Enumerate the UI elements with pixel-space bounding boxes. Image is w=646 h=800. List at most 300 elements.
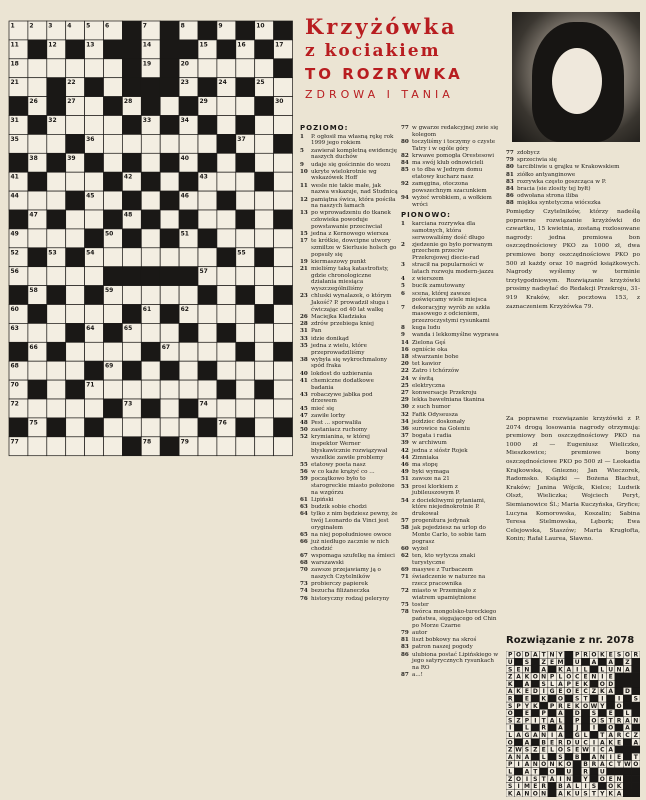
clue-item bbox=[401, 469, 501, 476]
clue-text: robaczywe jabłka pod drzewem bbox=[311, 391, 373, 405]
white-cell bbox=[28, 78, 47, 97]
clue-text: patron naszej pogody bbox=[412, 644, 473, 651]
white-cell bbox=[255, 437, 274, 456]
clue-text: P. ogłosił ma własną rękę rok 1999 jego rokiem bbox=[311, 133, 394, 147]
solution-letter: K bbox=[616, 783, 622, 791]
clue-item bbox=[300, 532, 398, 539]
clue-number: 65 bbox=[300, 531, 308, 538]
black-cell bbox=[141, 210, 160, 229]
cell-number: 33 bbox=[142, 117, 152, 124]
white-cell bbox=[198, 323, 217, 342]
clue-text: świadczenie w naturze na rzecz pracownika bbox=[412, 574, 486, 587]
white-cell bbox=[236, 323, 255, 342]
solution-letter: D bbox=[566, 739, 572, 747]
clue-item bbox=[401, 139, 501, 152]
white-cell bbox=[104, 342, 123, 361]
clue-number: 94 bbox=[401, 195, 409, 202]
clue-text: jedna z Kernowego wiersza bbox=[311, 231, 389, 238]
clue-item bbox=[401, 153, 501, 160]
clue-text: zawiłe lorby bbox=[311, 412, 346, 419]
clue-item bbox=[401, 518, 501, 525]
white-cell bbox=[66, 286, 85, 305]
solution-grid bbox=[506, 651, 640, 797]
solution-letter: P bbox=[507, 651, 513, 659]
clue-text: jedna z sióstr Rojek bbox=[412, 447, 468, 454]
solution-letter: P bbox=[524, 717, 530, 725]
black-cell bbox=[9, 153, 28, 172]
clue-item bbox=[401, 276, 501, 283]
solution-letter: Y bbox=[524, 702, 530, 710]
clue-number: 63 bbox=[300, 503, 308, 510]
solution-black-cell bbox=[632, 746, 640, 753]
solution-letter: Y bbox=[600, 702, 605, 710]
solution-letter: R bbox=[558, 739, 563, 747]
clue-item bbox=[506, 200, 640, 207]
clue-number: 41 bbox=[300, 377, 308, 384]
solution-letter: K bbox=[599, 651, 605, 659]
clue-item bbox=[300, 511, 398, 531]
solution-letter: C bbox=[583, 739, 588, 747]
solution-black-cell bbox=[623, 673, 631, 680]
white-cell bbox=[198, 59, 217, 78]
solution-letter: O bbox=[608, 724, 614, 732]
solution-black-cell bbox=[531, 680, 539, 687]
cell-number: 62 bbox=[180, 306, 189, 313]
clue-number: 19 bbox=[300, 258, 308, 265]
black-cell bbox=[217, 380, 236, 399]
white-cell bbox=[236, 229, 255, 248]
clue-number: 10 bbox=[300, 168, 308, 175]
clue-number: 83 bbox=[401, 644, 409, 651]
solution-black-cell bbox=[514, 658, 522, 665]
clue-item bbox=[401, 354, 501, 361]
solution-letter: A bbox=[633, 739, 639, 747]
black-cell bbox=[122, 437, 141, 456]
black-cell bbox=[255, 305, 274, 324]
white-cell bbox=[66, 437, 85, 456]
white-cell bbox=[66, 418, 85, 437]
clue-item bbox=[506, 164, 640, 171]
solution-black-cell bbox=[531, 724, 539, 731]
black-cell bbox=[28, 172, 47, 191]
white-cell bbox=[236, 97, 255, 116]
white-cell bbox=[104, 59, 123, 78]
white-cell bbox=[217, 361, 236, 380]
clue-number: 79 bbox=[506, 157, 514, 164]
solution-letter: A bbox=[608, 688, 614, 696]
solution-black-cell bbox=[590, 768, 598, 775]
black-cell bbox=[236, 286, 255, 305]
solution-black-cell bbox=[598, 709, 606, 716]
solution-letter: A bbox=[625, 717, 630, 725]
white-cell bbox=[236, 191, 255, 210]
clue-number: 16 bbox=[401, 346, 409, 353]
black-cell bbox=[236, 418, 255, 437]
solution-letter: I bbox=[609, 753, 612, 761]
clue-item bbox=[401, 476, 501, 483]
clue-text: Fafik Odyseusza bbox=[412, 411, 458, 418]
solution-black-cell bbox=[514, 709, 522, 716]
white-cell bbox=[141, 418, 160, 437]
clue-text: ma stopę bbox=[412, 462, 438, 469]
white-cell bbox=[274, 399, 293, 418]
solution-letter: O bbox=[507, 739, 513, 747]
solution-letter: W bbox=[515, 746, 522, 754]
solution-letter: R bbox=[583, 768, 588, 776]
clue-item bbox=[300, 231, 398, 238]
solution-black-cell bbox=[632, 782, 640, 789]
title-block bbox=[305, 14, 505, 101]
cell-number: 8 bbox=[180, 22, 185, 30]
solution-letter: E bbox=[575, 680, 580, 688]
white-cell bbox=[85, 172, 104, 191]
solution-letter: L bbox=[508, 732, 513, 739]
white-cell bbox=[47, 191, 66, 210]
solution-letter: S bbox=[508, 666, 513, 674]
solution-letter: Z bbox=[508, 775, 513, 783]
white-cell bbox=[47, 361, 66, 380]
white-cell bbox=[66, 229, 85, 248]
clue-number: 64 bbox=[300, 511, 308, 518]
clue-text: wanda i lekkomyślne wyprawa bbox=[412, 332, 499, 339]
black-cell bbox=[198, 418, 217, 437]
black-cell bbox=[141, 78, 160, 97]
solution-letter: D bbox=[608, 680, 614, 688]
clue-item bbox=[506, 150, 640, 157]
clue-number: 22 bbox=[401, 368, 409, 375]
solution-letter: T bbox=[541, 717, 546, 725]
solution-letter: I bbox=[576, 666, 579, 674]
solution-letter: I bbox=[550, 732, 554, 739]
solution-letter: K bbox=[558, 666, 563, 674]
clue-text: wspomaga szufelkę na śmieci bbox=[311, 552, 395, 559]
cell-number: 26 bbox=[29, 98, 38, 106]
solution-letter: A bbox=[625, 724, 630, 732]
clue-number: 81 bbox=[401, 637, 409, 644]
solution-black-cell bbox=[565, 695, 573, 702]
white-cell bbox=[122, 248, 141, 267]
cell-number: 75 bbox=[29, 419, 38, 427]
black-cell bbox=[104, 267, 123, 286]
white-cell bbox=[255, 418, 274, 437]
black-cell bbox=[179, 399, 198, 418]
clue-number: 85 bbox=[401, 167, 409, 174]
white-cell bbox=[274, 248, 293, 267]
solution-letter: O bbox=[566, 673, 572, 681]
clue-item bbox=[401, 167, 501, 180]
solution-letter: A bbox=[616, 790, 622, 797]
clue-text: ten, kto wytycza znaki turystyczne bbox=[412, 553, 476, 566]
solution-letter: I bbox=[592, 739, 596, 747]
clue-number: 27 bbox=[401, 390, 409, 397]
solution-letter: I bbox=[601, 695, 604, 703]
clue-number: 84 bbox=[506, 186, 514, 193]
white-cell bbox=[217, 172, 236, 191]
clue-number: 1 bbox=[401, 221, 405, 228]
clue-text: odwołana strona iliba bbox=[517, 193, 579, 200]
solution-letter: Z bbox=[541, 659, 546, 666]
clue-item bbox=[401, 455, 501, 462]
solution-letter: O bbox=[541, 761, 547, 769]
white-cell bbox=[104, 78, 123, 97]
solution-letter: N bbox=[541, 732, 547, 739]
solution-letter: U bbox=[599, 768, 605, 776]
solution-letter: D bbox=[574, 710, 580, 718]
solution-letter: L bbox=[558, 673, 563, 681]
solution-black-cell bbox=[531, 666, 539, 673]
black-cell bbox=[9, 210, 28, 229]
solution-black-cell bbox=[548, 790, 556, 797]
solution-letter: O bbox=[549, 768, 555, 776]
white-cell bbox=[160, 97, 179, 116]
white-cell bbox=[198, 380, 217, 399]
white-cell bbox=[274, 380, 293, 399]
poziomo-column bbox=[300, 125, 398, 603]
clue-text: ma swój klub odnowicieli bbox=[412, 160, 484, 167]
white-cell bbox=[141, 323, 160, 342]
clue-text: miękka syntetyczna wiócezka bbox=[517, 200, 601, 207]
clue-item bbox=[300, 259, 398, 266]
solution-black-cell bbox=[632, 709, 640, 716]
clue-item bbox=[300, 343, 398, 356]
solution-letter: A bbox=[532, 651, 538, 659]
solution-black-cell bbox=[623, 768, 631, 775]
solution-letter: K bbox=[608, 739, 614, 747]
black-cell bbox=[274, 342, 293, 361]
solution-letter: I bbox=[592, 746, 596, 754]
clue-text: konwersacje Przekroju bbox=[412, 390, 477, 397]
clue-text: stwarzanie bohe bbox=[412, 354, 459, 360]
solution-letter: S bbox=[508, 717, 513, 725]
solution-letter: G bbox=[574, 732, 580, 739]
black-cell bbox=[179, 267, 198, 286]
solution-letter: E bbox=[524, 695, 529, 703]
solution-letter: Z bbox=[533, 746, 538, 754]
cell-number: 45 bbox=[86, 192, 95, 200]
solution-letter: K bbox=[532, 702, 538, 710]
solution-letter: S bbox=[633, 695, 638, 703]
solution-letter: E bbox=[608, 775, 613, 783]
clue-item bbox=[300, 567, 398, 580]
white-cell bbox=[47, 380, 66, 399]
white-cell bbox=[141, 229, 160, 248]
white-cell bbox=[141, 153, 160, 172]
solution-letter: E bbox=[575, 746, 580, 754]
black-cell bbox=[255, 248, 274, 267]
solution-letter: O bbox=[599, 775, 605, 783]
white-cell bbox=[160, 172, 179, 191]
cell-number: 7 bbox=[142, 22, 147, 30]
clue-number: 6 bbox=[401, 290, 405, 297]
solution-black-cell bbox=[565, 651, 573, 658]
clue-number: 46 bbox=[401, 462, 409, 469]
black-cell bbox=[104, 172, 123, 191]
black-cell bbox=[274, 21, 293, 40]
black-cell bbox=[85, 78, 104, 97]
black-cell bbox=[255, 380, 274, 399]
clue-item bbox=[300, 210, 398, 230]
black-cell bbox=[160, 267, 179, 286]
solution-letter: K bbox=[574, 702, 580, 710]
clue-number: 37 bbox=[401, 433, 409, 440]
black-cell bbox=[28, 116, 47, 135]
solution-letter: A bbox=[524, 739, 530, 747]
black-cell bbox=[160, 153, 179, 172]
cell-number: 11 bbox=[10, 41, 19, 49]
solution-black-cell bbox=[573, 768, 581, 775]
cell-number: 2 bbox=[29, 22, 34, 30]
solution-letter: Z bbox=[591, 688, 597, 696]
clue-item bbox=[401, 347, 501, 354]
clue-number: 30 bbox=[401, 404, 409, 411]
solution-black-cell bbox=[548, 753, 556, 760]
clue-item bbox=[401, 376, 501, 383]
solution-letter: A bbox=[524, 680, 530, 688]
black-cell bbox=[28, 305, 47, 324]
solution-letter: A bbox=[516, 790, 521, 797]
solution-letter: E bbox=[608, 673, 613, 681]
black-cell bbox=[198, 153, 217, 172]
clue-number: 34 bbox=[401, 418, 409, 425]
white-cell bbox=[236, 59, 255, 78]
black-cell bbox=[217, 191, 236, 210]
clue-text: historyczny rodzaj peleryny bbox=[311, 595, 390, 602]
black-cell bbox=[236, 21, 255, 40]
clue-text: ulubiona postać Lipińskiego w jego satyrycznych rysunkach na RO bbox=[412, 651, 499, 671]
white-cell bbox=[217, 97, 236, 116]
white-cell bbox=[179, 380, 198, 399]
white-cell bbox=[217, 305, 236, 324]
solution-letter: C bbox=[574, 673, 580, 681]
clue-number: 8 bbox=[401, 325, 405, 332]
clue-text: miasto w Przeminąło z wiatrem upamiętnione bbox=[412, 588, 477, 601]
solution-letter: I bbox=[525, 775, 529, 783]
clue-number: 72 bbox=[401, 588, 409, 595]
white-cell bbox=[274, 153, 293, 172]
solution-letter: O bbox=[591, 717, 597, 725]
black-cell bbox=[274, 59, 293, 78]
white-cell bbox=[47, 305, 66, 324]
clue-text: scena, której zawsze poświęcamy wiele miejsca bbox=[412, 290, 487, 304]
black-cell bbox=[160, 361, 179, 380]
solution-black-cell bbox=[565, 658, 573, 665]
cell-number: 32 bbox=[48, 117, 57, 124]
white-cell bbox=[47, 172, 66, 191]
clue-text: byki wymaga bbox=[412, 469, 450, 476]
clue-number: 78 bbox=[401, 609, 409, 616]
clue-number: 77 bbox=[401, 125, 409, 131]
clue-text: mieć się bbox=[311, 405, 335, 412]
black-cell bbox=[179, 40, 198, 59]
solution-letter: Y bbox=[600, 790, 605, 797]
cell-number: 22 bbox=[67, 79, 76, 87]
solution-letter: I bbox=[592, 724, 596, 732]
black-cell bbox=[47, 153, 66, 172]
white-cell bbox=[66, 361, 85, 380]
clue-number: 13 bbox=[300, 210, 308, 217]
solution-black-cell bbox=[548, 666, 556, 673]
solution-letter: Z bbox=[516, 717, 521, 725]
cell-number: 70 bbox=[10, 381, 19, 389]
white-cell bbox=[255, 342, 274, 361]
black-cell bbox=[217, 40, 236, 59]
solution-letter: E bbox=[533, 783, 538, 791]
solution-black-cell bbox=[607, 695, 615, 702]
solution-black-cell bbox=[623, 746, 631, 753]
clue-number: 57 bbox=[401, 518, 409, 525]
clue-item bbox=[300, 238, 398, 258]
black-cell bbox=[236, 210, 255, 229]
white-cell bbox=[28, 229, 47, 248]
black-cell bbox=[236, 153, 255, 172]
solution-black-cell bbox=[607, 702, 615, 709]
clue-item bbox=[401, 440, 501, 447]
black-cell bbox=[122, 78, 141, 97]
clue-text: zjedzenie go było porwanym grzechem przeciw Przekrojowej diecie-rad bbox=[412, 241, 493, 262]
clue-number: 11 bbox=[300, 182, 308, 189]
white-cell bbox=[104, 418, 123, 437]
white-cell bbox=[255, 323, 274, 342]
clue-text: w świtą bbox=[412, 375, 434, 382]
solution-letter: I bbox=[559, 775, 562, 783]
white-cell bbox=[104, 305, 123, 324]
black-cell bbox=[122, 116, 141, 135]
clue-text: Maciejka Kładziaka bbox=[311, 313, 367, 320]
clue-item bbox=[401, 160, 501, 167]
solution-letter: T bbox=[533, 768, 538, 776]
cell-number: 25 bbox=[256, 79, 265, 87]
solution-black-cell bbox=[615, 746, 623, 753]
solution-black-cell bbox=[590, 775, 598, 782]
clue-text: mieliśmy taką katastrofisty, gdzie chronologiczne działania miesiąca wyszczególniliśmy bbox=[311, 266, 389, 293]
clue-item bbox=[300, 314, 398, 321]
solution-letter: O bbox=[566, 688, 572, 696]
clue-item bbox=[506, 172, 640, 179]
clue-text: Zimniaka bbox=[412, 454, 439, 461]
solution-letter: P bbox=[541, 710, 546, 718]
white-cell bbox=[28, 134, 47, 153]
solution-letter: R bbox=[616, 732, 622, 739]
white-cell bbox=[47, 134, 66, 153]
solution-letter: A bbox=[541, 666, 547, 674]
white-cell bbox=[236, 361, 255, 380]
cell-number: 74 bbox=[199, 400, 208, 408]
cell-number: 73 bbox=[123, 400, 133, 408]
black-cell bbox=[274, 418, 293, 437]
clue-number: 44 bbox=[401, 454, 409, 461]
black-cell bbox=[160, 21, 179, 40]
cell-number: 5 bbox=[86, 22, 91, 30]
solution-black-cell bbox=[632, 666, 640, 673]
black-cell bbox=[28, 380, 47, 399]
solution-letter: E bbox=[617, 739, 622, 747]
clue-item bbox=[401, 412, 501, 419]
clue-item bbox=[300, 462, 398, 469]
solution-letter: U bbox=[608, 666, 614, 674]
solution-letter: N bbox=[616, 775, 622, 783]
solution-letter: A bbox=[558, 790, 563, 797]
solution-black-cell bbox=[548, 695, 556, 702]
solution-black-cell bbox=[581, 753, 589, 760]
clue-item bbox=[401, 609, 501, 629]
white-cell bbox=[160, 399, 179, 418]
clue-item bbox=[401, 637, 501, 644]
clue-text: toczyliśmy i toczymy o czyste Tatry i w ogóle góry bbox=[412, 138, 496, 152]
clue-item bbox=[300, 504, 398, 511]
black-cell bbox=[85, 361, 104, 380]
cell-number: 77 bbox=[10, 438, 19, 446]
solution-letter: O bbox=[532, 790, 538, 797]
